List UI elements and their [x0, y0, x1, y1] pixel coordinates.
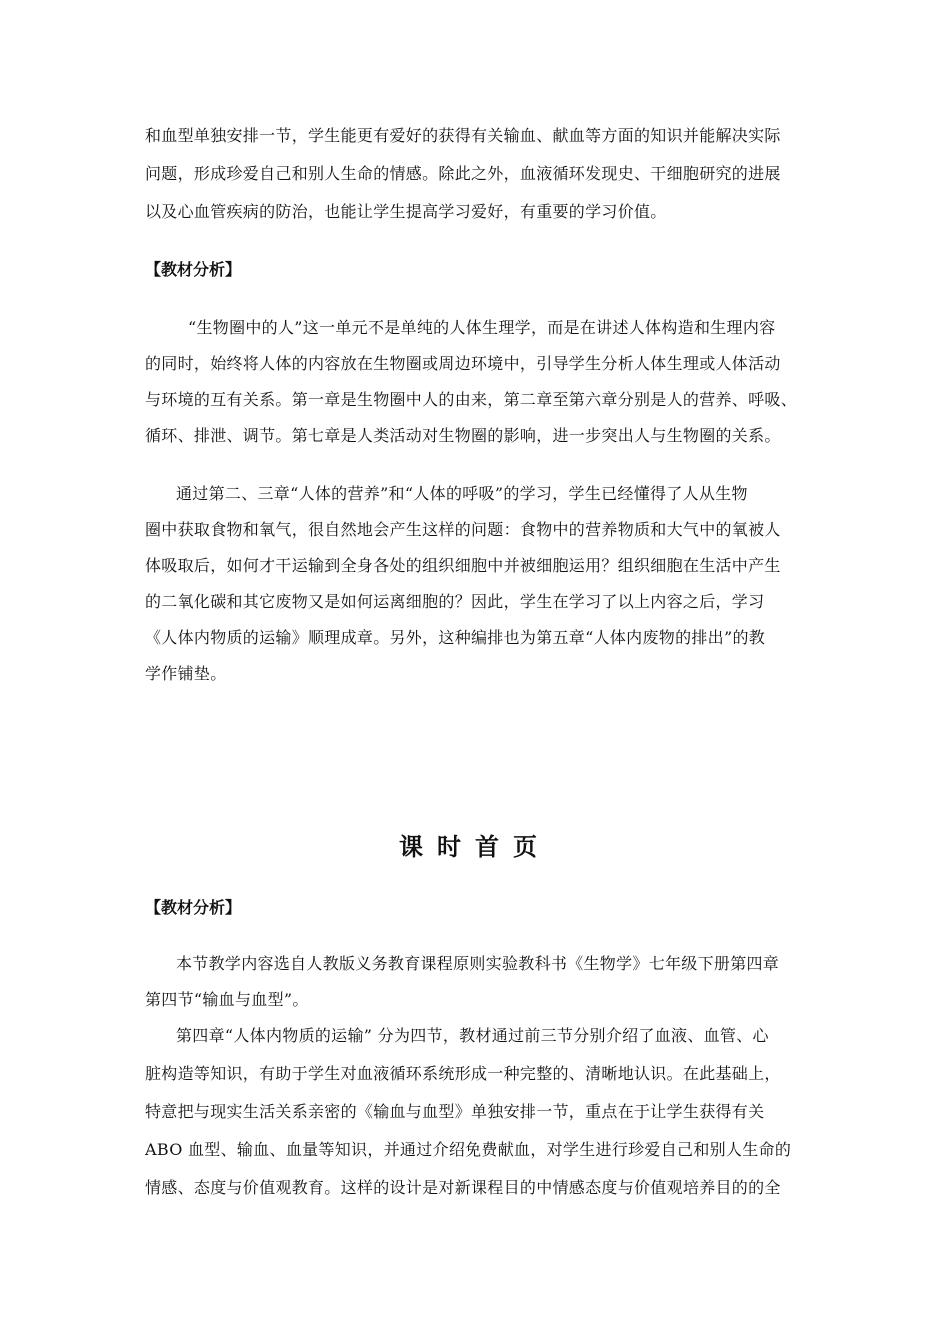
paragraph-line: ABO 血型、输血、血量等知识，并通过介绍免费献血，对学生进行珍爱自己和别人生命的 [145, 1140, 792, 1159]
paragraph-line: 脏构造等知识，有助于学生对血液循环系统形成一种完整的、清晰地认识。在此基础上， [145, 1064, 781, 1083]
paragraph-line: 以及心血管疾病的防治，也能让学生提高学习爱好，有重要的学习价值。 [145, 202, 667, 221]
paragraph-line: 学作铺垫。 [145, 664, 227, 683]
paragraph-line: 与环境的互有关系。第一章是生物圈中人的由来，第二章至第六章分别是人的营养、呼吸、 [145, 390, 798, 409]
paragraph-line: 体吸取后，如何才干运输到全身各处的组织细胞中并被细胞运用？组织细胞在生活中产生 [145, 556, 781, 575]
paragraph-line: 第四节“输血与血型”。 [145, 990, 309, 1009]
paragraph-line: “生物圈中的人”这一单元不是单纯的人体生理学，而是在讲述人体构造和生理内容 [188, 318, 776, 337]
page-title: 课时首页 [399, 832, 551, 861]
paragraph-line: 通过第二、三章“人体的营养”和“人体的呼吸”的学习，学生已经懂得了人从生物 [176, 484, 748, 503]
paragraph-line: 和血型单独安排一节，学生能更有爱好的获得有关输血、献血等方面的知识并能解决实际 [145, 126, 781, 145]
paragraph-line: 本节教学内容选自人教版义务教育课程原则实验教科书《生物学》七年级下册第四章 [176, 954, 780, 973]
paragraph-line: 第四章“人体内物质的运输” 分为四节，教材通过前三节分别介绍了血液、血管、心 [176, 1026, 769, 1045]
paragraph-line: 的二氧化碳和其它废物又是如何运离细胞的？因此，学生在学习了以上内容之后，学习 [145, 592, 765, 611]
paragraph-line: 情感、态度与价值观教育。这样的设计是对新课程目的中情感态度与价值观培养目的的全 [145, 1178, 781, 1197]
paragraph-line: 的同时，始终将人体的内容放在生物圈或周边环境中，引导学生分析人体生理或人体活动 [145, 354, 781, 373]
paragraph-line: 问题，形成珍爱自己和别人生命的情感。除此之外，血液循环发现史、干细胞研究的进展 [145, 164, 781, 183]
paragraph-line: 《人体内物质的运输》顺理成章。另外，这种编排也为第五章“人体内废物的排出”的教 [145, 628, 766, 647]
paragraph-line: 循环、排泄、调节。第七章是人类活动对生物圈的影响，进一步突出人与生物圈的关系。 [145, 426, 781, 445]
paragraph-line: 圈中获取食物和氧气，很自然地会产生这样的问题：食物中的营养物质和大气中的氧被人 [145, 520, 781, 539]
section-heading: 【教材分析】 [145, 260, 242, 279]
section-heading: 【教材分析】 [145, 898, 242, 917]
paragraph-line: 特意把与现实生活关系亲密的《输血与血型》单独安排一节，重点在于让学生获得有关 [145, 1102, 765, 1121]
